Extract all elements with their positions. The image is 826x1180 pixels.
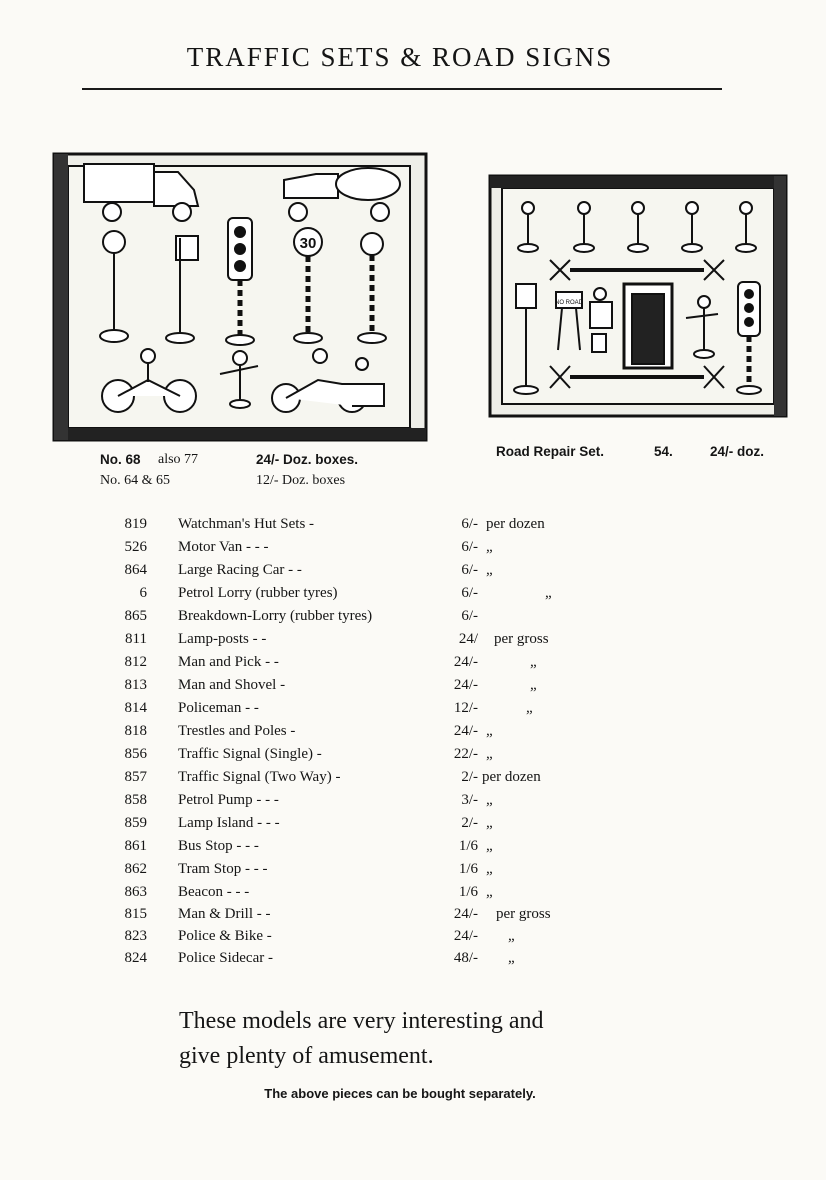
road-repair-set-price: 24/- doz.	[710, 444, 765, 459]
item-price: 24/-	[453, 723, 478, 739]
item-number: 812	[124, 654, 147, 670]
item-unit: per gross	[496, 906, 551, 922]
item-price: 6/-	[461, 585, 478, 601]
road-repair-set-illustration	[488, 174, 788, 418]
list-item	[0, 769, 826, 792]
item-price: 6/-	[461, 516, 478, 532]
item-number: 861	[124, 838, 147, 854]
item-unit: „	[486, 884, 493, 900]
item-price: 3/-	[461, 792, 478, 808]
item-price: 6/-	[461, 539, 478, 555]
item-number: 526	[124, 539, 147, 555]
item-price: 48/-	[453, 950, 478, 966]
item-unit: „	[486, 723, 493, 739]
item-number: 811	[125, 631, 147, 647]
road-repair-set-number: 54.	[654, 444, 673, 459]
item-unit: per dozen	[482, 769, 541, 785]
item-name: Large Racing Car - -	[178, 562, 302, 578]
item-price: 24/	[458, 631, 478, 647]
item-name: Petrol Lorry (rubber tyres)	[178, 585, 338, 601]
item-price: 1/6	[458, 884, 478, 900]
item-number: 819	[124, 516, 147, 532]
item-name: Breakdown-Lorry (rubber tyres)	[178, 608, 373, 624]
item-number: 857	[124, 769, 147, 785]
list-item	[0, 631, 826, 654]
item-price: 24/-	[453, 928, 478, 944]
item-name: Policeman - -	[178, 700, 259, 716]
item-unit: „	[486, 539, 493, 555]
item-name: Lamp Island - - -	[178, 815, 280, 831]
list-item	[0, 700, 826, 723]
set-64-65-label: No. 64 & 65	[100, 473, 170, 488]
item-number: 824	[124, 950, 147, 966]
item-name: Police & Bike -	[178, 928, 272, 944]
item-unit: „	[508, 950, 515, 966]
item-unit: „	[486, 562, 493, 578]
item-number: 864	[124, 562, 147, 578]
footer-note: The above pieces can be bought separately.	[264, 1086, 536, 1101]
item-number: 856	[124, 746, 147, 762]
item-number: 862	[124, 861, 147, 877]
item-number: 823	[124, 928, 147, 944]
item-name: Tram Stop - - -	[178, 861, 268, 877]
item-unit: „	[545, 585, 552, 601]
list-item	[0, 815, 826, 838]
list-item	[0, 585, 826, 608]
item-name: Beacon - - -	[178, 884, 250, 900]
item-price: 24/-	[453, 906, 478, 922]
set-68-price: 24/- Doz. boxes.	[256, 452, 359, 467]
traffic-set-illustration	[52, 152, 428, 442]
list-item	[0, 654, 826, 677]
item-name: Trestles and Poles -	[178, 723, 296, 739]
item-name: Police Sidecar -	[178, 950, 273, 966]
item-name: Motor Van - - -	[178, 539, 269, 555]
item-number: 813	[124, 677, 147, 693]
list-item	[0, 792, 826, 815]
item-price: 2/-	[461, 815, 478, 831]
item-price: 24/-	[453, 677, 478, 693]
list-item	[0, 950, 826, 973]
watchmans-hut-icon	[624, 284, 672, 368]
item-number: 859	[124, 815, 147, 831]
set-64-65-price: 12/- Doz. boxes	[256, 473, 346, 488]
item-name: Traffic Signal (Single) -	[178, 746, 322, 762]
item-unit: „	[486, 838, 493, 854]
item-number: 814	[124, 700, 147, 716]
list-item	[0, 539, 826, 562]
title-rule	[82, 88, 722, 90]
item-unit: per dozen	[486, 516, 545, 532]
item-name: Petrol Pump - - -	[178, 792, 279, 808]
list-item	[0, 838, 826, 861]
set-68-also: also 77	[158, 452, 199, 467]
repair-sign-text: NO ROAD	[554, 300, 584, 306]
item-price: 22/-	[453, 746, 478, 762]
item-price: 2/-	[461, 769, 478, 785]
list-item	[0, 562, 826, 585]
list-item	[0, 906, 826, 929]
item-unit: „	[486, 861, 493, 877]
set-68-label: No. 68	[100, 452, 141, 467]
item-number: 863	[124, 884, 147, 900]
list-item	[0, 723, 826, 746]
list-item	[0, 884, 826, 907]
item-unit: „	[526, 700, 533, 716]
road-repair-set-name: Road Repair Set.	[496, 444, 605, 459]
item-name: Lamp-posts - -	[178, 631, 267, 647]
item-unit: per gross	[494, 631, 549, 647]
list-item	[0, 861, 826, 884]
item-unit: „	[486, 792, 493, 808]
item-name: Bus Stop - - -	[178, 838, 259, 854]
item-unit: „	[486, 746, 493, 762]
item-price: 12/-	[453, 700, 478, 716]
item-unit: „	[530, 677, 537, 693]
item-name: Man and Pick - -	[178, 654, 279, 670]
item-unit: „	[486, 815, 493, 831]
item-price: 6/-	[461, 608, 478, 624]
item-unit: „	[530, 654, 537, 670]
item-name: Traffic Signal (Two Way) -	[178, 769, 341, 785]
item-price: 24/-	[453, 654, 478, 670]
item-name: Man & Drill - -	[178, 906, 271, 922]
speed-sign-number: 30	[299, 235, 317, 252]
item-unit: „	[508, 928, 515, 944]
item-number: 6	[139, 585, 147, 601]
item-number: 815	[124, 906, 147, 922]
item-price: 1/6	[458, 861, 478, 877]
list-item	[0, 608, 826, 631]
page-title: TRAFFIC SETS & ROAD SIGNS	[186, 42, 614, 72]
list-item	[0, 516, 826, 539]
list-item	[0, 746, 826, 769]
footer-line-2: give plenty of amusement.	[179, 1043, 434, 1069]
item-name: Man and Shovel -	[178, 677, 286, 693]
item-number: 818	[124, 723, 147, 739]
item-number: 865	[124, 608, 147, 624]
list-item	[0, 928, 826, 951]
item-name: Watchman's Hut Sets -	[178, 516, 315, 532]
item-price: 1/6	[458, 838, 478, 854]
item-number: 858	[124, 792, 147, 808]
list-item	[0, 677, 826, 700]
item-price: 6/-	[461, 562, 478, 578]
footer-line-1: These models are very interesting and	[179, 1008, 544, 1034]
